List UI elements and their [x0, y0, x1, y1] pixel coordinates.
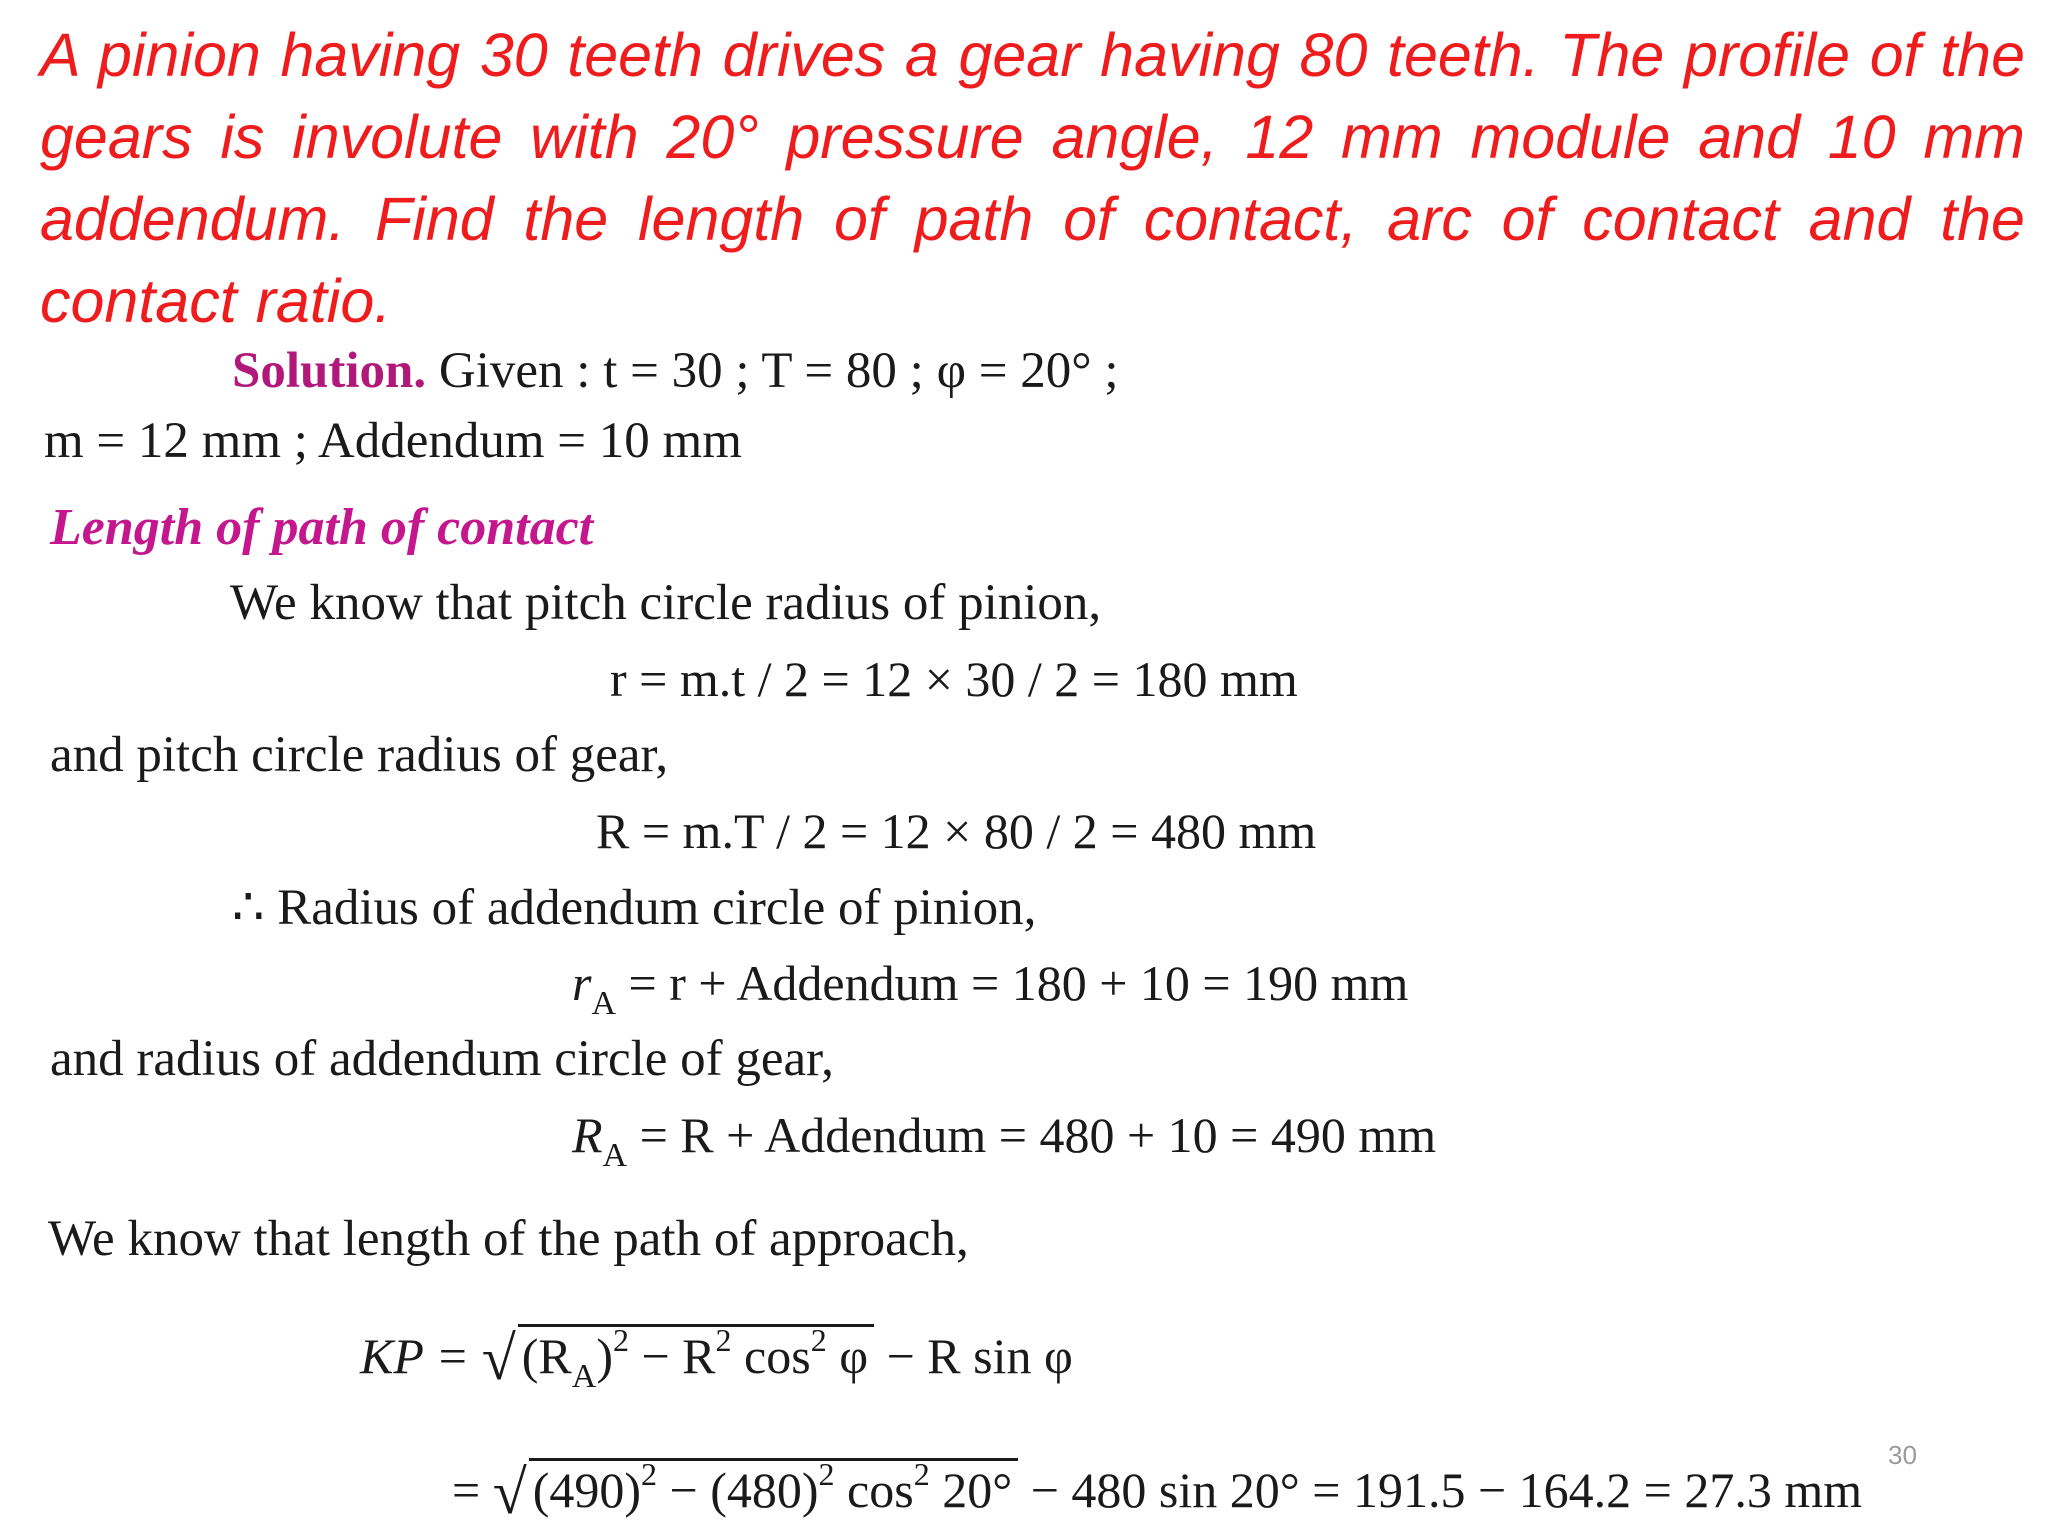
section-heading: Length of path of contact	[50, 499, 594, 556]
kp-radicand	[518, 1322, 874, 1395]
num-radicand-part-2: − (480)	[657, 1462, 819, 1518]
num-radicand-part-1: (490)	[532, 1462, 642, 1518]
equation-pinion-addendum-radius	[572, 954, 1409, 1022]
kp-radicand-part-5: φ	[826, 1328, 869, 1384]
kp-radicand-sub: A	[571, 1358, 597, 1395]
num-radicand-sup-3: 2	[913, 1456, 930, 1492]
equation-gear-addendum-radius	[572, 1106, 1437, 1174]
given-values-2: m = 12 mm ; Addendum = 10 mm	[44, 413, 742, 469]
sqrt-radical-icon: √	[481, 1325, 516, 1393]
eq3-lhs: r	[572, 955, 592, 1011]
num-tail: − 480 sin 20° = 191.5 − 164.2 = 27.3 mm	[1018, 1462, 1863, 1518]
step-gear-pitch-radius: and pitch circle radius of gear,	[50, 727, 669, 783]
kp-tail: − R sin φ	[874, 1328, 1073, 1384]
num-radicand-sup-2: 2	[818, 1456, 835, 1492]
kp-radicand-part-3: − R	[628, 1328, 716, 1384]
kp-radicand-part-2: )	[596, 1328, 613, 1384]
formula-kp	[360, 1318, 1073, 1395]
num-radicand-sup-1: 2	[641, 1456, 658, 1492]
equation-gear-pitch-radius: R = m.T / 2 = 12 × 80 / 2 = 480 mm	[596, 803, 1317, 859]
num-lhs: =	[452, 1462, 493, 1518]
solution-heading: Solution.	[232, 343, 427, 399]
num-radicand	[529, 1458, 1018, 1519]
kp-radicand-sup-2: 2	[715, 1322, 732, 1358]
step-gear-addendum-radius: and radius of addendum circle of gear,	[50, 1031, 834, 1087]
sqrt-radical-icon-2: √	[492, 1459, 527, 1527]
num-radicand-part-4: 20°	[929, 1462, 1013, 1518]
kp-radicand-part-1: (R	[521, 1328, 572, 1384]
eq3-subscript: A	[591, 985, 617, 1022]
kp-radicand-sup-1: 2	[612, 1322, 629, 1358]
step-pinion-pitch-radius: We know that pitch circle radius of pinion,	[230, 575, 1102, 631]
page-number: 30	[1888, 1440, 1917, 1470]
given-values-1: t = 30 ; T = 80 ; φ = 20° ;	[603, 343, 1119, 399]
formula-kp-numeric	[452, 1452, 1863, 1527]
num-radicand-part-3: cos	[834, 1462, 914, 1518]
problem-statement: A pinion having 30 teeth drives a gear having 80 teeth. The profile of the gears is involute with 20° pressure angle, 12 mm module and 10 mm addendum. Find the length of path of contact, arc of contact and the contact ratio.	[40, 21, 2025, 335]
given-label: Given :	[438, 343, 604, 399]
kp-radicand-part-4: cos	[731, 1328, 811, 1384]
kp-lhs: KP =	[360, 1328, 482, 1384]
equation-pinion-pitch-radius: r = m.t / 2 = 12 × 30 / 2 = 180 mm	[610, 651, 1298, 707]
kp-radicand-sup-3: 2	[810, 1322, 827, 1358]
eq3-rhs: = r + Addendum = 180 + 10 = 190 mm	[616, 955, 1409, 1011]
eq4-rhs: = R + Addendum = 480 + 10 = 490 mm	[627, 1107, 1437, 1163]
solution-given-line	[232, 342, 1119, 400]
step-path-of-approach: We know that length of the path of approach,	[48, 1211, 969, 1267]
eq4-subscript: A	[602, 1137, 628, 1174]
step-pinion-addendum-radius: ∴ Radius of addendum circle of pinion,	[232, 880, 1037, 936]
eq4-lhs: R	[572, 1107, 603, 1163]
